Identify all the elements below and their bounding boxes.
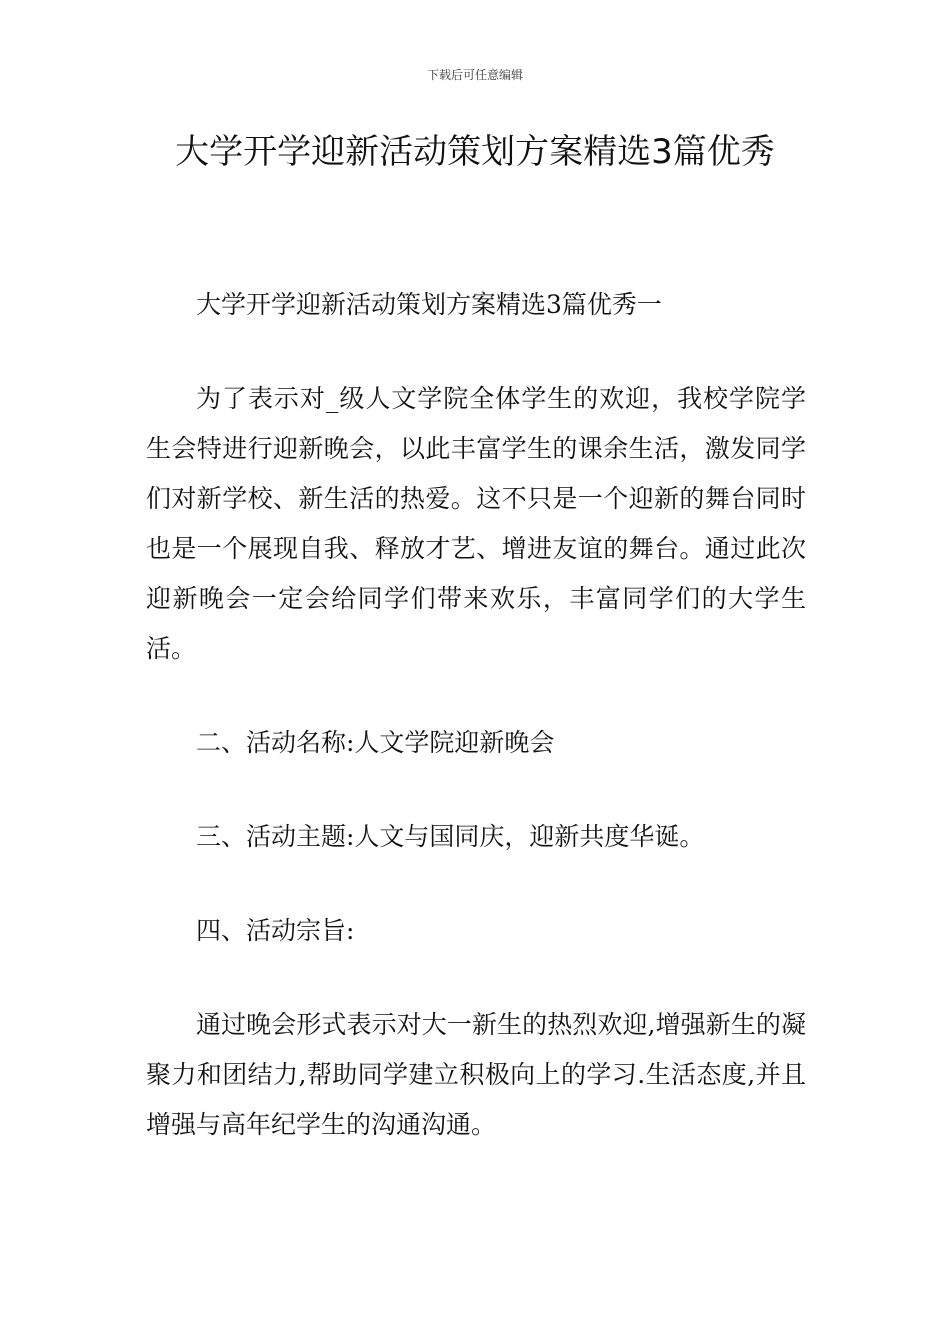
activity-name-paragraph: 二、活动名称:人文学院迎新晚会 <box>196 728 555 757</box>
document-body <box>146 280 806 1150</box>
header-note: 下载后可任意编辑 <box>426 68 523 82</box>
activity-theme-paragraph: 三、活动主题:人文与国同庆，迎新共度华诞。 <box>196 822 705 851</box>
purpose-paragraph: 通过晚会形式表示对大一新生的热烈欢迎,增强新生的凝聚力和团结力,帮助同学建立积极向上的学习.生活态度,并且增强与高年纪学生的沟通沟通。 <box>146 1010 806 1139</box>
document-title: 大学开学迎新活动策划方案精选3篇优秀 <box>175 132 775 172</box>
activity-purpose-heading: 四、活动宗旨: <box>196 916 355 945</box>
intro-paragraph: 为了表示对_级人文学院全体学生的欢迎，我校学院学生会特进行迎新晚会，以此丰富学生的课余生活，激发同学们对新学校、新生活的热爱。这不只是一个迎新的舞台同时也是一个展现自我、释放才艺、增进友谊的舞台。通过此次迎新晚会一定会给同学们带来欢乐，丰富同学们的大学生活。 <box>146 384 806 663</box>
section-heading: 大学开学迎新活动策划方案精选3篇优秀一 <box>196 290 662 319</box>
